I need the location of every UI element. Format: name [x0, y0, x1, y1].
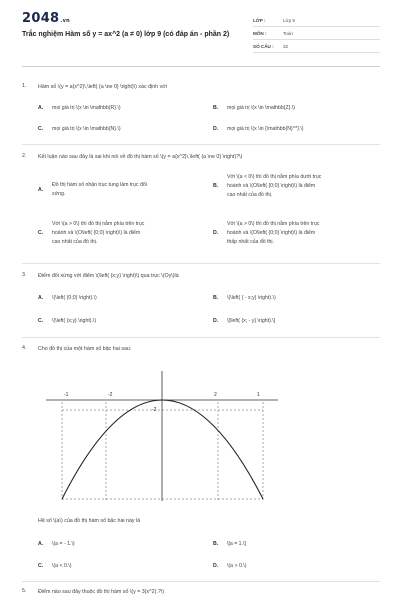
meta-key: LỚP : [253, 17, 266, 23]
option-text-line: cao nhất của đồ thị. [227, 192, 273, 198]
parabola-curve [62, 400, 263, 499]
question-number: 5. [22, 588, 27, 594]
option-text-line: hoành và \(O\left( {0;0} \right)\) là điểm [227, 183, 316, 189]
meta-value: 32 [283, 43, 289, 49]
option-text: mọi giá trị \(x \in {\mathbb{N}^*}.\) [227, 126, 304, 132]
page-title: Trắc nghiệm Hàm số y = ax^2 (a ≠ 0) lớp 9 (có đáp án - phần 2) [22, 31, 230, 38]
option-text: \(\left( {x;y} \right).\) [52, 318, 97, 324]
option-text-line: Với \(a < 0\) thì đồ thị nằm phía dưới trục [227, 174, 322, 180]
question-text: Điểm đối xứng với điểm \(\left( {x;y} \right)\) qua trục \(Oy\)là [38, 273, 179, 279]
question-number: 4. [22, 345, 27, 351]
option-text-line: cao nhất của đồ thị. [52, 239, 98, 245]
option-2b[interactable] [213, 173, 383, 203]
question-divider [22, 581, 380, 582]
option-letter: C. [38, 126, 44, 132]
meta-key: MÔN : [253, 30, 267, 36]
option-text: mọi giá trị \(x \in \mathbb{R}.\) [52, 105, 121, 111]
option-text-line: Với \(a > 0\) thì đồ thị nằm phía trên trục [227, 221, 320, 227]
option-letter: B. [213, 541, 219, 547]
option-text-line: Với \(a > 0\) thì đồ thị nằm phía trên trục [52, 221, 145, 227]
question-text: Hàm số \(y = a{x^2}\,\left( {a \ne 0} \right)\) xác định với [38, 84, 167, 90]
parabola-graph [42, 365, 282, 505]
option-2a[interactable] [38, 178, 208, 202]
option-text: mọi giá trị \(x \in \mathbb{N}.\) [52, 126, 121, 132]
option-letter: A. [38, 105, 44, 111]
option-letter: C. [38, 318, 44, 324]
question-divider [22, 337, 380, 338]
meta-row-subject [253, 27, 380, 40]
option-letter: B. [213, 183, 219, 189]
question-divider [22, 144, 380, 145]
graph-label: -1 [64, 392, 69, 398]
option-letter: D. [213, 230, 219, 236]
question-text: Cho đồ thị của một hàm số bậc hai sau: [38, 346, 132, 352]
question-subtext: Hệ số \(a\) của đồ thị hàm số bậc hai này là [38, 518, 141, 524]
option-letter: B. [213, 105, 219, 111]
option-text: \[\left( {x; - y} \right).\] [227, 318, 276, 324]
option-text-line: Đồ thị hàm số nhận trục tung làm trục đối [52, 182, 147, 188]
graph-label: -2 [108, 392, 113, 398]
option-letter: A. [38, 187, 44, 193]
question-divider [22, 263, 380, 264]
option-letter: A. [38, 541, 44, 547]
option-text: \(a < 0.\) [52, 563, 72, 569]
graph-label: 1 [257, 392, 260, 398]
option-text: \(\left( {0;0} \right).\) [52, 295, 97, 301]
option-2d[interactable] [213, 220, 383, 250]
option-text-line: thấp nhất của đồ thị. [227, 239, 275, 245]
meta-row-count [253, 40, 380, 53]
option-letter: D. [213, 318, 219, 324]
graph-label: 2 [214, 392, 217, 398]
option-text-line: hoành và \(O\left( {0;0} \right)\) là điểm [227, 230, 316, 236]
option-text-line: xứng. [52, 191, 66, 197]
question-number: 2. [22, 153, 27, 159]
quiz-meta [253, 14, 380, 53]
meta-value: Toán [283, 30, 293, 36]
site-logo[interactable] [22, 11, 70, 26]
question-text: Điểm nào sau đây thuộc đồ thị hàm số \(y = 3{x^2}.?\) [38, 589, 165, 595]
option-letter: C. [38, 563, 44, 569]
option-letter: D. [213, 126, 219, 132]
graph-label: -2 [152, 407, 157, 413]
option-letter: D. [213, 563, 219, 569]
logo-suffix: .vn [60, 18, 71, 24]
question-number: 1. [22, 83, 27, 89]
option-text: \[a = 1.\] [227, 541, 246, 547]
header-divider [22, 66, 380, 67]
option-letter: B. [213, 295, 219, 301]
option-letter: C. [38, 230, 44, 236]
option-text: \(a > 0.\) [227, 563, 247, 569]
option-text-line: hoành và \(O\left( {0;0} \right)\) là điểm [52, 230, 141, 236]
option-2c[interactable] [38, 220, 208, 250]
option-text: \(a = - 1.\) [52, 541, 75, 547]
question-number: 3. [22, 272, 27, 278]
option-letter: A. [38, 295, 44, 301]
meta-row-class [253, 14, 380, 27]
meta-value: Lớp 9 [283, 17, 295, 23]
logo-text: 2048 [22, 11, 60, 26]
question-text: Kết luận nào sau đây là sai khi nói về đồ thị hàm số \(y = a{x^2}\,\left( {a \ne 0} \right)?\) [38, 154, 243, 160]
option-text: mọi giá trị \(x \in \mathbb{Z}.\) [227, 105, 296, 111]
meta-key: SỐ CÂU : [253, 43, 274, 49]
option-text: \(\left( { - x;y} \right).\) [227, 295, 276, 301]
